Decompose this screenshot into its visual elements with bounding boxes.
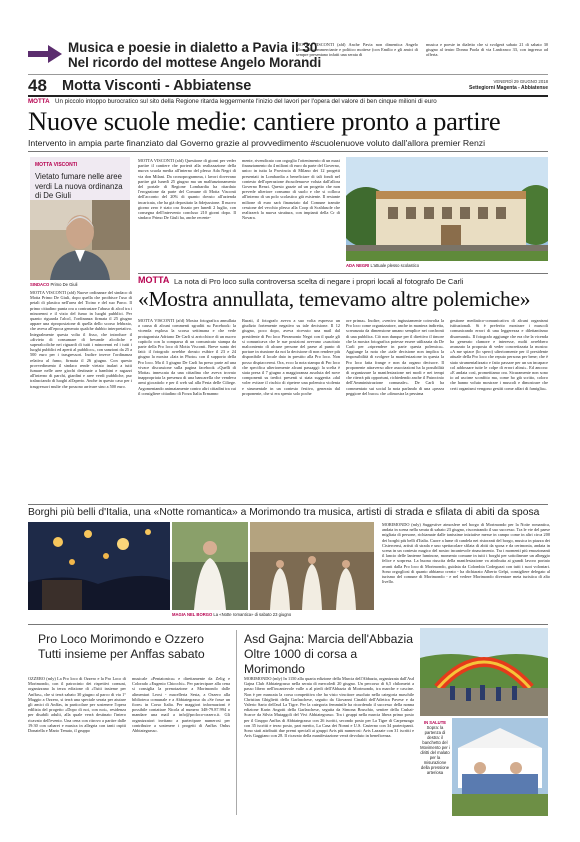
teaser-body-col2: musica e poesie in dialetto che si svolgerà sabato 21 di sabato 30 giugno al teatro Donna Paola di via Lanfranco 33, con ingresso ad offerta. [426, 42, 548, 58]
section-title: Motta Visconti - Abbiatense [62, 78, 252, 94]
sidebar-photo-caption-text: Primo De Giuli [50, 282, 78, 287]
loco-body-col2: musicale «Pentatonica» e direttamente da Zelig e Colorado «Eugenio Chiocchi». Per partecipare alla cena si consiglia la prenotazione a Morimondo dalle alimentari Leosi - macelleria Sesta, a Ozzero alla biblioteca comunale e a Abbiategrasso da «Se fosse un fiore» in Corso Italia. Per maggiori informazioni è possibile contattare Nicola al numero 348-79.87.994 o mandare una mail a info@proloco-ozzero.it. Gli organizzatori invitano a partecipare numerosi per contribuire a sostenere i progetti di Anffas Onlus Abbiategrasso. [132, 676, 230, 734]
lead-headline: Nuove scuole medie: cantiere pronto a partire [28, 106, 501, 136]
second-rule [138, 273, 548, 274]
sidebar-photo-mayor [30, 200, 130, 280]
second-kicker-place: MOTTA [138, 275, 170, 285]
loco-rule [28, 624, 548, 625]
loco-body-col1: OZZERO (mly) La Pro loco di Ozzero e la Pro Loco di Morimondo, con il patrocinio dei rispettivi comuni, organizzano la terza edizione di «Tutti insieme per Anffas», che si terrà sabato 30 giugno al parco di via 1° Maggio a Ozzero, si terrà una speciale serata per aiutare gli amici di Anffas, in particolare per sostenere l'opera edilizia del progetto «Dopo di noi, con noi», residenza per disabili adulti, alla quale verrà destinato l'intero ricavato dell'evento. Una cena con ritrovo a partire dalle 19:30 con cabaret e musica in allegria con tanti ospiti Donatella e Mario Tenuto, il gruppo [28, 676, 126, 734]
gajna-caption-text: Sopra: la partenza di destra: il banchetto del Movimento per i diritti del malato per la misurazione della pressione arteriosa [420, 725, 450, 775]
lead-photo-caption-label: ADA NEGRI [346, 263, 370, 268]
borghi-photo-caption-label: MAGIA NEL BORGO [172, 612, 213, 617]
teaser-divider [28, 74, 548, 75]
teaser-title: Musica e poesie in dialetto a Pavia il 30 [68, 40, 318, 55]
paper-name: Settegiorni Magenta - Abbiatense [469, 85, 548, 91]
second-body-col4: gestione mediatico-comunicativa di alcuni organismi istituzionali. Si è preferito mostrare i muscoli comunicando errori di una leggerezza e dilettantismo disarmanti». Il fotografo aggiunge che era che la vicenda ha generato clamore e interesse, molti avrebbero avanzato la proposta di veder concretizzata la mostra: «A me spiace (lo spero) ulteriormente per il presidente attuale della Pro loco che reputo persona per bene; che è stato strumentalizzato e fatto passare per un un incapace col addossare tutte le colpe di errori altrui». Ed ancora: «E andata così, promettiamo ora. Sicuramente non sono io ad uscirne sconfitto ma, come ho già scritto, coloro che hanno voluto mostrare i muscoli e dimostrare che certi organismi vengono gestiti come affari di famiglia». [450, 318, 548, 391]
borghi-photo-procession [250, 522, 374, 610]
borghi-photo-bride [172, 522, 248, 610]
lead-rule [28, 151, 548, 152]
borghi-photo-caption-text: La «Notte romantica» di sabato 23 giugno [213, 612, 292, 617]
sidebar-title: Vietato fumare nelle aree verdi La nuova ordinanza di De Giuli [35, 172, 123, 200]
second-kicker: La nota di Pro loco sulla controversa scelta di negare i propri locali al fotografo De Carli [174, 277, 464, 286]
lead-photo-caption [346, 263, 548, 268]
lead-kicker-place: MOTTA [28, 98, 50, 105]
borghi-headline: Borghi più belli d'Italia, una «Notte romantica» a Morimondo tra musica, artisti di strada e sfilata di abiti da sposa [28, 507, 540, 518]
borghi-photo-lanterns [28, 522, 170, 610]
second-body-col2: Burati, il fotografo aveva a suo volta espresso un giudizio fortemente negativo su tale decisione. Il 12 giugno, poco dopo, aveva ricevuto una mail dal presidente di Pro loco Pieramonio Negri con il quale gli si comunicava che le sue posizioni avevano «suscitato malcontento di alcune persone del paese al punto di portare in riunione da noi la decisione di non rendere più disponibile il locale dato in prestito alla Pro loco. Non posso dispiaccermi. Ora, ecco la nota stampa di Pro loco che specifica ulteriormente alcuni passaggi: la scelta è stata presa il 7 giugno a maggioranza assoluta del nove componenti su tredici presenti si stata suggerita «dal voler evitare il rischio di ripetere una polemica violenta e strumentale in un contesto festivo, generata dal proponente, che si era spento solo poche [242, 318, 340, 396]
borghi-rule [28, 504, 548, 505]
gajna-headline: Asd Gajna: Marcia dell'Abbazia Oltre 1000 di corsa a Morimondo [244, 632, 413, 676]
sidebar-photo-caption [30, 282, 130, 287]
gajna-caption-title: IN SALUTE [423, 720, 447, 725]
lead-kicker: Un piccolo intoppo burocratico sul sito della Regione ritarda leggermente l'inizio del lavori per l'opera del valore di ben cinque milioni di euro [55, 98, 437, 105]
loco-headline: Pro Loco Morimondo e Ozzero Tutti insieme per Anffas sabato [38, 632, 205, 661]
lead-body-col1: MOTTA VISCONTI (afd) Questione di giorni per veder partire il cantiere che porterà alla realizzazione della nuova scuola media all'interno del plesso Ada Negri di via don Milani. Da cronoprogramma, i lavori dovevano partire già lunedì 25 giugno ma un malfunzionamento del portale di Regione Lombardia ha ritardato l'erogazione da parte del Comune di Motta Visconti dell'acconto del 20% di quanto dovuto all'azienda incaricata, che ha già depositato la fidejussione. Il nuovo giorno zero è stato ora fissato per lunedì 2 luglio, con consegna dell'intervento concluso 210 giorni dopo. Il sindaco Primo De Giuli ha, anche recente- [138, 158, 236, 221]
second-headline: «Mostra annullata, temevamo altre polemiche» [138, 287, 531, 311]
teaser-arrow-icon [28, 44, 62, 64]
lead-photo-caption-text: L'attuale plesso scolastico [370, 263, 420, 268]
teaser-subtitle: Nel ricordo del mottese Angelo Morandi [68, 55, 322, 70]
gajna-photo-race [420, 628, 548, 716]
issue-date: VENERDÌ 29 GIUGNO 2018 [493, 79, 548, 84]
gajna-caption [420, 720, 450, 775]
gajna-body: MORIMONDO (mly) In 1150 alla quarta edizione della Marcia dell'Abbazia, organizzata dall'Asd Gajna Club Abbiategrasso nella serata di mercoledì 20 giugno. Un percorso di 6,5 chilometri a passo libero nell'incantevole valle a al piedi dell'Abbazia di Morimondo, tra marche e cascine. Non è per mancata la corsa competitiva che ha visto vincitore assoluto nella categoria maschile Christian Ghiglietti della Garlaschese, seguito da Giovanni Cinaldi dell'Atletica Pavese e da Valerio Sarto dell'asd La Tigre. Per la categoria femminile ha ricordendo il successo della nonna edizione Karin Angotti della Garlaschese, seguita da Simona Bruschio, senitee della Cashai-Scarce da Silvia Mutaggoli del Vivi Abbiategrasso. Tra i gruppi nella marcia libera primo posto per il Gruppo Anffas di Abbiategrasso con 26 iscritti, secondo posto per La Tigre di Carpenzago con 35 iscritti e terzo posto, pari merito, La Casa dei Nonni e U.S. Casterno con 34 partecipanti. Sono stati attribuiti due premi speciali ai gruppi Avis più numerosi: Avis Lazzate con 31 iscritti e Avis Gaggiano con 28. Il ricavato della manifestazione verrà devoluto in beneficenza. [244, 676, 414, 739]
header-bar [28, 95, 548, 97]
gajna-photo-stand [452, 718, 548, 816]
lead-standfirst: Intervento in ampia parte finanziato dal Governo grazie al provvedimento #scuolenuove voluto dall'allora premier Renzi [28, 138, 486, 148]
sidebar-photo-caption-label: SINDACO [30, 282, 50, 287]
sidebar-body: MOTTA VISCONTI (afd) Nuove ordinanze del sindaco di Motta Primo De Giuli, dopo quella che proibisce l'uso di petali di plastica nell'area del Ticino e del suo Parco. Il primo cittadino punta ora a contrastare l'abuso di alcol tra i minorenni e il vizio del fumo in luoghi pubblici. Per quanto riguarda l'alcol, l'ordinanza firmata il 25 giugno appare una riproposizione di quella dello scorso febbraio, che aveva all'epoca generato qualche dubbio interpretativo. Integralmente questa volta il fisso, che introduce il «divieto di consumare di bevande alcoliche e superalcoliche nei riguardi di tutti i minorenni ed i tutti i luoghi pubblici ed aperti al pubblico», con sanzioni da 25 a 500 euro per i trasgressori. Inoltre invece l'ordinanza relativa al fumo, firmata il 26 giugno. Con questo provvedimento il sindaco rende vietato inalari a tutti fumare nelle aree giochi destinate a bambini e ragazzi all'interno di parchi, giardini e aree verdi pubbliche, pur tralasciando di luoghi all'aperto. Anche in questo caso per i trasgressori multe che possono arrivare sino a 500 euro. [30, 290, 132, 389]
lead-body-col2: mente, rivendicato con orgoglio l'ottenimento di un maxi finanziamento da 4 milioni di euro da parte del Governo, unico in tutta la Provincia di Milano dei 12 progetti presentati in Lombardia a beneficiare di tali fondi nel contesto dell'operazione #scuolenuove voluta dall'allora Governo Renzi. Questo grazie ad un progetto che non prevede ulteriore consumo di suolo e che si colloca all'interno di un polo scolastico già esistente. Il restante milione di euro sarà finanziato dal Comune tramite cessione del vecchio plesso alla Coop di Scaldasole che realizzerà la nuova struttura, con impianti della Cr di Novara. [242, 158, 340, 221]
page-number: 48 [28, 76, 47, 95]
lead-photo-school [346, 157, 548, 261]
second-body-col1: MOTTA VISCONTI (afd) Mostra fotografica annullata a causa di alcuni commenti sgraditi su Facebook: la vicenda esplosa la scorsa settimana e che vede protagonista Adriano De Carli si arricchisce di un nuovo capitolo con la comparsa di un comunicato stampa da parte della Pro loco di Motta Visconti. Breve sunto dei fatti: il fotografo avrebbe dovuto esibire il 23 e 24 giugno la mostra «Iaiz in Photo» con il supporto della Pro loco. Ma il 3 giugno De Carli ha preso parte ad una vivace discussione sulla pagina facebook «Quelli di Motta» innescata da una cittadina che aveva trovato inappropriata la presenza di una bancarella che vendeva armi giocattolo e per il web sul alla Festa delle Ciliege. Argomentando animatamente contro altri cittadini tra cui il consigliere cittadino di Forza Italia Ermanno [138, 318, 236, 396]
sidebar-place: MOTTA VISCONTI [35, 162, 78, 168]
borghi-body: MORIMONDO (mly) Suggestive atmosfere nel borgo di Morimondo per la Notte romantica, andata in scena nella serata di sabato 23 giugno, riscontrando il suo successo. Tra le vie del paese migliaia di persone, richiamate dalle tanissime iniziative messe in campo come in altri circa 200 dei borghi più belli d'Italia. Cuore a lume di candela nei ristoranti del borgo, musica in piazza dei Cistercensi, artisti di strada e uno spettacolare sfilata di abiti da sposa e da cerimonia, andata in scena in un contesto magico del nostro incantevole rinascimento. Tra i momenti più emozionanti il lancio delle lanterne luminose, momento comune in tutti i borghi per sottolineare un albeggio felice e sorpresa. La buona riuscita della manifestazione va attribuita ai grandi lavoro portato avanti dalla Pro loco di Morimondo, guidata da Colombia Codeguzzi con tutti i suoi volontari. Sono orgogliosi di quanto abbiamo creato - ha dichiarato Alberto Gelpi, consigliere delegato al turismo del comune di Morimondo - e nel vedere Morimondo diventare meta turistica di alto livello. [382, 522, 550, 585]
loco-vertical-divider [236, 630, 237, 815]
second-body-col3: ore prima». Inoltre, «venivo ingiustamente coinvolta la Pro loco come organizzatore, anche in maniera indiretta, screanzata da dimensione umano semplice nei confronti di una pubblica. Ciò non dunque per il direttivo il timore che la mostra fotografica potesse essere utilizzata da De Carli per «riprendere in parte questa polemica». Aggiunge la nota che «tale decisione non implica la impossibilità di svolgere la manifestazione in questa la Pro loco fatta frange e non da organo decisore. Il proponente attraverso altre associazioni ha la possibilità di organizzare la manifestazione nei modi e nei tempi che riterrà più opportuni, richiedendo anche il Patrocinio dell'Amministrazione comunale». De Carli ha commentato sui social la nota parlando di una «pezza peggiore del buco» che «dimostra la pessima [346, 318, 444, 396]
teaser-body-col1: MOTTA VISCONTI (afd) Anche Pavia non dimentica Angelo Morandi, commerciante e politico mottese (con Emilio e gli amici di sempre presentano infatti una serata di [296, 42, 418, 58]
borghi-photo-caption [172, 612, 372, 617]
